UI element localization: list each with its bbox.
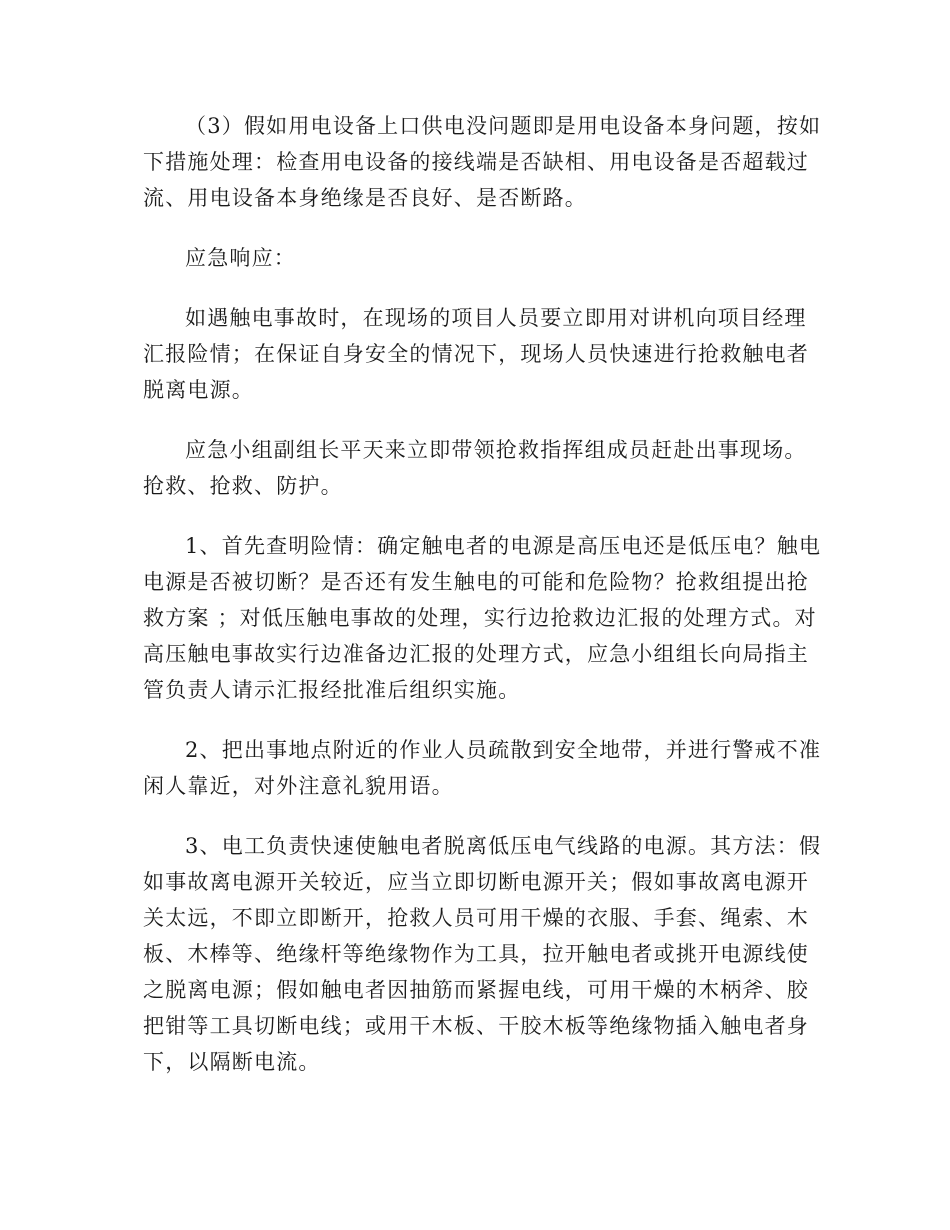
paragraph-line: 抢救、抢救、防护。 [143, 474, 343, 498]
paragraph-7 [143, 828, 822, 1080]
paragraph-line: 下措施处理：检查用电设备的接线端是否缺相、用电设备是否超载过 [143, 150, 809, 174]
paragraph-line: 流、用电设备本身绝缘是否良好、是否断路。 [143, 186, 587, 210]
paragraph-line: 1、首先查明险情：确定触电者的电源是高压电还是低压电？触电 [185, 534, 822, 558]
paragraph-line: 脱离电源。 [143, 378, 254, 402]
paragraph-line: 关太远，不即立即断开，抢救人员可用干燥的衣服、手套、绳索、木 [143, 906, 809, 930]
paragraph-5 [143, 528, 822, 708]
paragraph-line: 高压触电事故实行边准备边汇报的处理方式，应急小组组长向局指主 [143, 642, 809, 666]
paragraph-line: 之脱离电源；假如触电者因抽筋而紧握电线，可用干燥的木柄斧、胶 [143, 978, 809, 1002]
paragraph-line: 汇报险情；在保证自身安全的情况下，现场人员快速进行抢救触电者 [143, 342, 809, 366]
paragraph-4 [143, 432, 807, 504]
paragraph-line: 应急响应： [185, 246, 296, 270]
paragraph-line: 电源是否被切断？是否还有发生触电的可能和危险物？抢救组提出抢 [143, 570, 809, 594]
paragraph-2 [143, 240, 807, 276]
paragraph-line: 如事故离电源开关较近，应当立即切断电源开关；假如事故离电源开 [143, 870, 809, 894]
paragraph-line: 2、把出事地点附近的作业人员疏散到安全地带，并进行警戒不准 [185, 738, 822, 762]
paragraph-1 [143, 108, 822, 216]
paragraph-line: 管负责人请示汇报经批准后组织实施。 [143, 678, 521, 702]
paragraph-line: 救方案 ；对低压触电事故的处理，实行边抢救边汇报的处理方式。对 [143, 606, 817, 630]
paragraph-line: 下，以隔断电流。 [143, 1050, 321, 1074]
paragraph-line: 3、电工负责快速使触电者脱离低压电气线路的电源。其方法：假 [185, 834, 822, 858]
paragraph-line: （3）假如用电设备上口供电没问题即是用电设备本身问题，按如 [185, 114, 822, 138]
paragraph-line: 把钳等工具切断电线；或用干木板、干胶木板等绝缘物插入触电者身 [143, 1014, 809, 1038]
paragraph-line: 如遇触电事故时，在现场的项目人员要立即用对讲机向项目经理 [185, 306, 807, 330]
paragraph-3 [143, 300, 807, 408]
document-page [143, 108, 822, 1104]
paragraph-line: 应急小组副组长平天来立即带领抢救指挥组成员赶赴出事现场。 [185, 438, 807, 462]
paragraph-line: 闲人靠近，对外注意礼貌用语。 [143, 774, 454, 798]
paragraph-6 [143, 732, 822, 804]
paragraph-line: 板、木棒等、绝缘杆等绝缘物作为工具，拉开触电者或挑开电源线使 [143, 942, 809, 966]
